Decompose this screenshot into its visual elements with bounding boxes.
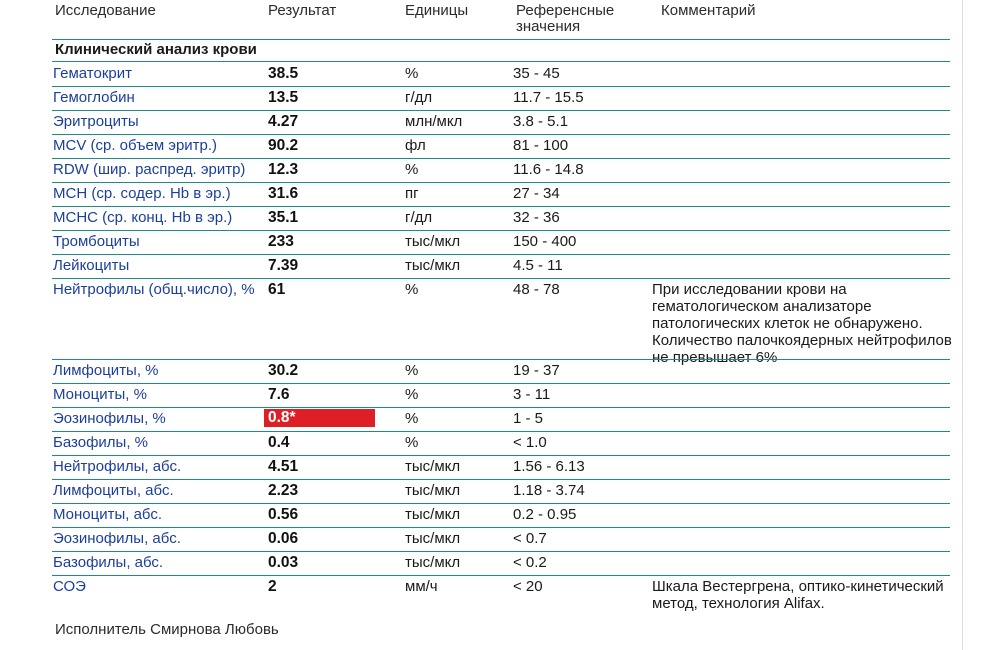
header-units: Единицы bbox=[405, 2, 469, 19]
reference-range: < 0.7 bbox=[513, 530, 547, 547]
result-value: 0.56 bbox=[268, 506, 299, 523]
test-name: MCHC (ср. конц. Hb в эр.) bbox=[53, 209, 233, 226]
table-row bbox=[0, 527, 955, 551]
table-row bbox=[0, 407, 955, 431]
reference-range: 150 - 400 bbox=[513, 233, 577, 250]
header-result: Результат bbox=[268, 2, 337, 19]
reference-range: 1.18 - 3.74 bbox=[513, 482, 585, 499]
table-row bbox=[0, 110, 955, 134]
units: % bbox=[405, 434, 419, 451]
result-value: 90.2 bbox=[268, 137, 299, 154]
test-name: Моноциты, абс. bbox=[53, 506, 163, 523]
table-header bbox=[0, 0, 955, 40]
units: % bbox=[405, 410, 419, 427]
test-name: Моноциты, % bbox=[53, 386, 147, 403]
header-comment: Комментарий bbox=[661, 2, 756, 19]
reference-range: 0.2 - 0.95 bbox=[513, 506, 577, 523]
section-title: Клинический анализ крови bbox=[55, 41, 257, 58]
result-value: 0.4 bbox=[268, 434, 290, 451]
units: тыс/мкл bbox=[405, 506, 461, 523]
table-row bbox=[0, 254, 955, 278]
units: фл bbox=[405, 137, 426, 154]
result-value: 2 bbox=[268, 578, 277, 595]
table-row bbox=[0, 134, 955, 158]
units: г/дл bbox=[405, 89, 433, 106]
table-row bbox=[0, 158, 955, 182]
result-value: 30.2 bbox=[268, 362, 299, 379]
result-value: 0.06 bbox=[268, 530, 299, 547]
test-name: Нейтрофилы (общ.число), % bbox=[53, 281, 255, 298]
test-name: Эозинофилы, абс. bbox=[53, 530, 181, 547]
units: тыс/мкл bbox=[405, 554, 461, 571]
table-row bbox=[0, 182, 955, 206]
reference-range: < 20 bbox=[513, 578, 543, 595]
test-name: Лейкоциты bbox=[53, 257, 130, 274]
units: % bbox=[405, 386, 419, 403]
table-row bbox=[0, 278, 955, 366]
result-value: 0.03 bbox=[268, 554, 299, 571]
table-row bbox=[0, 86, 955, 110]
test-name: Лимфоциты, % bbox=[53, 362, 159, 379]
result-value: 61 bbox=[268, 281, 286, 298]
test-name: Тромбоциты bbox=[53, 233, 140, 250]
result-value: 4.27 bbox=[268, 113, 299, 130]
reference-range: 1.56 - 6.13 bbox=[513, 458, 585, 475]
comment: При исследовании крови на гематологическом анализаторе патологических клеток не обнаружено. Количество палочкоядерных нейтрофилов не превышает 6% bbox=[652, 281, 952, 366]
reference-range: 19 - 37 bbox=[513, 362, 560, 379]
reference-range: 11.7 - 15.5 bbox=[513, 89, 584, 106]
units: г/дл bbox=[405, 209, 433, 226]
comment: Шкала Вестергрена, оптико-кинетический метод, технология Alifax. bbox=[652, 578, 944, 612]
units: тыс/мкл bbox=[405, 530, 461, 547]
result-value: 35.1 bbox=[268, 209, 299, 226]
page-edge bbox=[962, 0, 1000, 650]
test-name: Гематокрит bbox=[53, 65, 132, 82]
test-name: Базофилы, % bbox=[53, 434, 148, 451]
reference-range: 32 - 36 bbox=[513, 209, 560, 226]
reference-range: 48 - 78 bbox=[513, 281, 560, 298]
reference-range: 4.5 - 11 bbox=[513, 257, 563, 274]
test-name: Нейтрофилы, абс. bbox=[53, 458, 182, 475]
units: % bbox=[405, 281, 419, 298]
table-row bbox=[0, 230, 955, 254]
reference-range: 35 - 45 bbox=[513, 65, 560, 82]
test-name: Базофилы, абс. bbox=[53, 554, 164, 571]
table-row bbox=[0, 359, 955, 383]
table-row bbox=[0, 551, 955, 575]
units: пг bbox=[405, 185, 419, 202]
reference-range: 81 - 100 bbox=[513, 137, 569, 154]
table-row bbox=[0, 455, 955, 479]
test-name: Эозинофилы, % bbox=[53, 410, 166, 427]
units: % bbox=[405, 65, 419, 82]
result-value: 7.39 bbox=[268, 257, 299, 274]
reference-range: 1 - 5 bbox=[513, 410, 544, 427]
test-name: MCH (ср. содер. Hb в эр.) bbox=[53, 185, 231, 202]
header-study: Исследование bbox=[55, 2, 156, 19]
table-row bbox=[0, 62, 955, 86]
header-divider bbox=[52, 39, 950, 40]
reference-range: 3.8 - 5.1 bbox=[513, 113, 569, 130]
table-row bbox=[0, 431, 955, 455]
result-value: 31.6 bbox=[268, 185, 299, 202]
test-name: Лимфоциты, абс. bbox=[53, 482, 174, 499]
units: млн/мкл bbox=[405, 113, 463, 130]
test-name: Гемоглобин bbox=[53, 89, 135, 106]
reference-range: 11.6 - 14.8 bbox=[513, 161, 584, 178]
reference-range: 27 - 34 bbox=[513, 185, 560, 202]
table-row bbox=[0, 383, 955, 407]
table-row bbox=[0, 206, 955, 230]
units: тыс/мкл bbox=[405, 233, 461, 250]
units: % bbox=[405, 161, 419, 178]
units: % bbox=[405, 362, 419, 379]
result-value: 233 bbox=[268, 233, 294, 250]
units: тыс/мкл bbox=[405, 482, 461, 499]
flagged-result: 0.8* bbox=[264, 409, 375, 427]
performer: Исполнитель Смирнова Любовь bbox=[55, 621, 279, 638]
table-row bbox=[0, 479, 955, 503]
table-row bbox=[0, 503, 955, 527]
table-row bbox=[0, 575, 955, 618]
units: тыс/мкл bbox=[405, 458, 461, 475]
test-name: RDW (шир. распред. эритр) bbox=[53, 161, 246, 178]
result-value: 38.5 bbox=[268, 65, 299, 82]
reference-range: < 1.0 bbox=[513, 434, 547, 451]
units: мм/ч bbox=[405, 578, 438, 595]
header-reference: Референсные значения bbox=[516, 2, 615, 35]
units: тыс/мкл bbox=[405, 257, 461, 274]
test-name: Эритроциты bbox=[53, 113, 139, 130]
result-value: 4.51 bbox=[268, 458, 299, 475]
test-name: СОЭ bbox=[53, 578, 86, 595]
test-name: MCV (ср. объем эритр.) bbox=[53, 137, 218, 154]
result-value: 13.5 bbox=[268, 89, 299, 106]
result-value: 2.23 bbox=[268, 482, 299, 499]
reference-range: 3 - 11 bbox=[513, 386, 551, 403]
result-value: 12.3 bbox=[268, 161, 299, 178]
reference-range: < 0.2 bbox=[513, 554, 547, 571]
result-value: 7.6 bbox=[268, 386, 290, 403]
